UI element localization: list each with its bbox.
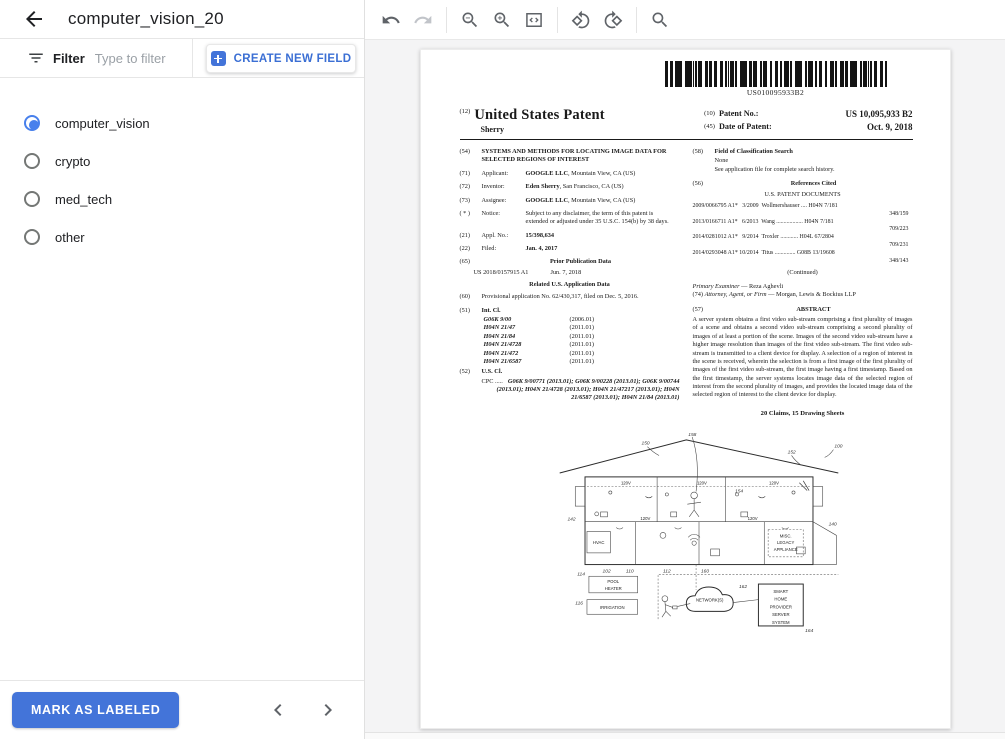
create-new-field-label: CREATE NEW FIELD [233,52,352,65]
barcode [665,61,887,87]
document-canvas[interactable] [365,40,1005,732]
field-number: (21) [459,231,470,239]
field-number: ( * ) [459,209,470,217]
network-label: NETWORK(S) [695,598,724,604]
applicant-name: GOOGLE LLC [525,169,569,177]
patent-title: United States Patent [474,107,605,123]
document-viewer [365,0,1005,739]
invention-title: SYSTEMS AND METHODS FOR LOCATING IMAGE DATA FOR SELECTED REGIONS OF INTEREST [481,148,667,164]
figure-ref-112: 112 [662,569,671,575]
misc-appliance-label: APPLIANCE [773,547,798,553]
publication-date: Jun. 7, 2018 [550,268,582,276]
search-icon[interactable] [650,10,670,30]
patent-left-column [460,148,680,418]
voltage-label: 120V [769,481,779,487]
int-cl-code: H04N 21/47 [483,324,516,332]
classification-note: See application file for complete search history. [714,165,835,173]
field-56 [693,180,913,188]
field-number: (73) [459,196,470,204]
assignee-location: , Mountain View, CA (US) [568,196,636,204]
reference-row: 2013/0166711 A1* 6/2013 Wang .................. H04N 7/181 709/223 [692,218,909,233]
figure-ref-114: 114 [577,572,585,578]
patent-header-left [460,106,705,134]
references-cited-heading: References Cited [790,180,837,188]
prior-publication-row [460,269,680,277]
figure-ref-164: 164 [805,629,814,634]
us-patent-documents-heading: U.S. PATENT DOCUMENTS [764,190,841,198]
us-cl-heading: U.S. Cl. [481,368,503,376]
field-71 [460,170,680,178]
toolbar-separator [557,7,558,33]
field-22 [460,245,680,253]
hvac-label: HVAC [592,540,605,546]
reference-list [693,203,913,266]
option-label: computer_vision [55,115,150,131]
radio-option-computer-vision[interactable] [24,104,364,142]
int-cl-version: (2011.01) [569,349,594,357]
label-option-list [0,78,364,680]
field-72 [460,183,680,191]
field-number: (72) [459,183,470,191]
radio-option-other[interactable] [24,218,364,256]
notice-text: Subject to any disclaimer, the term of this patent is extended or adjusted under 35 U.S.C. 154(b) by 38 days. [525,209,669,226]
person-figure [687,493,701,518]
field-21 [460,232,680,240]
misc-appliance-label: MISC. [779,533,792,539]
figure-ref-158: 158 [688,433,697,439]
figure-ref-150: 150 [641,442,650,448]
figure-ref-100: 100 [834,445,843,451]
field-51 [460,307,680,315]
filter-input[interactable] [95,51,190,66]
viewer-toolbar [365,0,1005,40]
radio-unselected-icon [24,153,40,169]
field-57 [693,306,913,314]
patent-number-row [704,108,912,121]
cpc-codes: G06K 9/00771 (2013.01); G06K 9/00228 (2013.01); G06K 9/00744 (2013.01); H04N 21/4728 (2013.01); H04N 21/47217 (2013.01); H04N 21/6587 (2013.01); H04N 21/84 (2013.01) [496,377,680,402]
option-label: med_tech [55,191,113,207]
field-65 [460,258,680,266]
examiner-line [693,283,913,291]
patent-columns [460,148,913,418]
option-label: crypto [55,153,91,169]
classification-search-heading: Field of Classification Search [714,148,793,156]
toolbar-separator [636,7,637,33]
figure-ref-116: 116 [575,601,584,607]
zoom-in-icon[interactable] [492,10,512,30]
server-label: SERVER [772,612,790,618]
rotate-ccw-icon[interactable] [571,10,591,30]
barcode-block [665,61,887,97]
pager [266,698,340,722]
figure-ref-154: 154 [735,489,744,495]
field-number: (52) [459,368,470,376]
patent-date-row [704,121,912,134]
attorney-label: Attorney, Agent, or Firm [704,291,767,299]
reference-row: 2014/0281012 A1* 9/2014 Troxler ............ H04L 67/2804 709/231 [692,234,909,249]
voltage-label: 120V [640,516,651,522]
voltage-label: 120V [747,516,758,522]
mark-as-labeled-button[interactable]: MARK AS LABELED [12,692,179,728]
int-cl-code: H04N 21/472 [483,349,519,357]
option-label: other [55,229,85,245]
voltage-label: 120V [620,481,631,487]
patent-figure [460,426,913,638]
inventor-location: , San Francisco, CA (US) [559,183,624,191]
int-cl-code: H04N 21/4728 [483,341,522,349]
patent-number-value: US 10,095,933 B2 [845,109,913,119]
field-number: (74) [692,291,703,299]
field-73 [460,197,680,205]
field-label: Inventor: [481,183,505,191]
sidebar [0,0,365,739]
int-cl-version: (2011.01) [569,357,594,365]
int-cl-code: H04N 21/6587 [483,357,522,365]
field-58 [693,148,913,156]
voltage-label: 120V [696,481,707,487]
figure-ref-152: 152 [787,450,796,456]
patent-date-label: Date of Patent: [718,122,772,132]
int-cl-code: H04N 21/84 [483,332,516,340]
figure-ref-110: 110 [625,569,634,575]
abstract-heading: ABSTRACT [796,305,831,313]
field-number: (54) [459,148,470,156]
reference-row: 2009/0066795 A1* 3/2009 Wollmershauser .... H04N 7/181 348/159 [692,202,909,217]
field-number: (58) [692,148,703,156]
page-title: computer_vision_20 [68,9,224,28]
field-label: Notice: [481,209,501,217]
patent-header [460,106,913,134]
figure-ref-102: 102 [602,569,611,575]
patent-date-value: Oct. 9, 2018 [867,122,913,133]
claims-line: 20 Claims, 15 Drawing Sheets [760,409,845,417]
radio-option-med-tech[interactable] [24,180,364,218]
toolbar-separator [446,7,447,33]
application-number: 15/398,634 [525,231,555,239]
int-cl-version: (2011.01) [569,324,594,332]
prior-publication-heading: Prior Publication Data [549,258,612,266]
field-number: (57) [692,305,703,313]
int-cl-version: (2011.01) [569,332,594,340]
smart-home-drawing [548,426,850,633]
field-54 [460,148,680,165]
mobile-user-figure [662,596,677,617]
radio-unselected-icon [24,191,40,207]
continued-note: (Continued) [787,268,818,276]
provisional-application-text: Provisional application No. 62/430,317, filed on Dec. 5, 2016. [481,293,639,301]
rotate-cw-icon[interactable] [603,10,623,30]
inventor-name: Eden Sherry [525,183,560,191]
field-label: Appl. No.: [481,231,509,239]
field-label: Assignee: [481,196,507,204]
server-label: PROVIDER [769,604,792,610]
header-rule [460,139,913,140]
patent-right-column [693,148,913,418]
radio-unselected-icon [24,229,40,245]
misc-appliance-label: LEGACY [777,540,795,546]
related-data-heading: Related U.S. Application Data [529,281,610,289]
filter-icon [27,49,45,67]
field-number: (22) [459,244,470,252]
field-number: (65) [459,258,470,266]
field-number: (60) [459,293,470,301]
cpc-block [460,378,680,403]
patent-inventor-surname: Sherry [480,125,505,134]
radio-option-crypto[interactable] [24,142,364,180]
fit-width-icon[interactable] [524,10,544,30]
irrigation-label: IRRIGATION [600,605,625,611]
int-cl-code: G06K 9/00 [483,316,512,324]
classification-none: None [714,157,729,165]
create-new-field-button[interactable] [206,44,356,73]
viewer-bottom-strip [365,732,1005,739]
applicant-location: , Mountain View, CA (US) [568,169,636,177]
abstract-text: A server system obtains a first video sub-stream comprising a first plurality of images of a scene and obtains a second video sub-stream comprising a second plurality of images of at least a portion of the scene. Images of the second video sub-stream have a higher image resolution than images of the first video sub-stream. The first video sub-stream is transmitted to a client device for display. A selection of a region of interest in the scene is received, wherein the selection is from a first image of the first plurality of images of the first video sub-stream, the first image having a first timestamp. Based on the first timestamp, the server systems locates image data of the selected region of interest from the second plurality of images, and provides the located image data of the selected region of interest to the client device for display. [692,316,913,399]
roof-outline [560,440,839,473]
server-label: HOME [774,597,788,603]
figure-ref-142: 142 [567,518,576,524]
pool-heater-label: HEATER [604,586,622,592]
field-number: (12) [459,108,471,115]
patent-number-label: Patent No.: [718,109,759,118]
sidebar-footer [0,680,364,739]
publication-number: US 2018/0157915 A1 [473,268,529,276]
attorney-name: — Morgan, Lewis & Bockius LLP [766,291,856,299]
figure-ref-140: 140 [828,523,837,529]
previous-document-icon[interactable] [266,698,290,722]
filter-label: Filter [53,50,85,66]
barcode-text: US010095933B2 [746,88,805,97]
undo-icon[interactable] [381,10,401,30]
attorney-line [693,291,913,299]
filing-date: Jan. 4, 2017 [525,244,558,252]
field-notice [460,210,680,227]
int-cl-heading: Int. Cl. [481,306,501,314]
field-number: (10) [704,110,715,117]
pool-heater-label: POOL [607,579,620,585]
int-cl-version: (2006.01) [569,316,595,324]
figure-ref-160: 160 [700,569,710,575]
patent-page [420,49,951,729]
examiner-name: — Reza Aghevli [739,283,784,290]
int-cl-version: (2011.01) [569,341,594,349]
assignee-name: GOOGLE LLC [525,196,569,204]
radio-selected-icon [24,115,40,131]
field-number: (45) [704,123,715,131]
back-arrow-icon[interactable] [22,7,46,31]
reference-row: 2014/0293048 A1* 10/2014 Titus .............. G08B 13/19608 348/143 [692,249,909,264]
field-label: Filed: [481,244,497,252]
field-number: (56) [692,180,703,188]
field-label: Applicant: [481,169,509,177]
field-number: (71) [459,169,470,177]
divider [192,39,193,77]
filter-bar [0,39,364,78]
server-label: SYSTEM [772,620,790,626]
server-label: SMART [773,589,789,595]
int-cl-list [460,316,680,366]
patent-header-right [704,106,912,134]
plus-icon [211,51,226,66]
zoom-out-icon[interactable] [460,10,480,30]
figure-ref-162: 162 [738,585,748,591]
redo-icon[interactable] [413,10,433,30]
next-document-icon[interactable] [316,698,340,722]
examiner-label: Primary Examiner [692,283,740,290]
cpc-label: CPC ..... [481,377,503,385]
field-52 [460,368,680,376]
sidebar-header [0,0,364,39]
field-60 [460,293,680,301]
field-number: (51) [459,306,470,314]
